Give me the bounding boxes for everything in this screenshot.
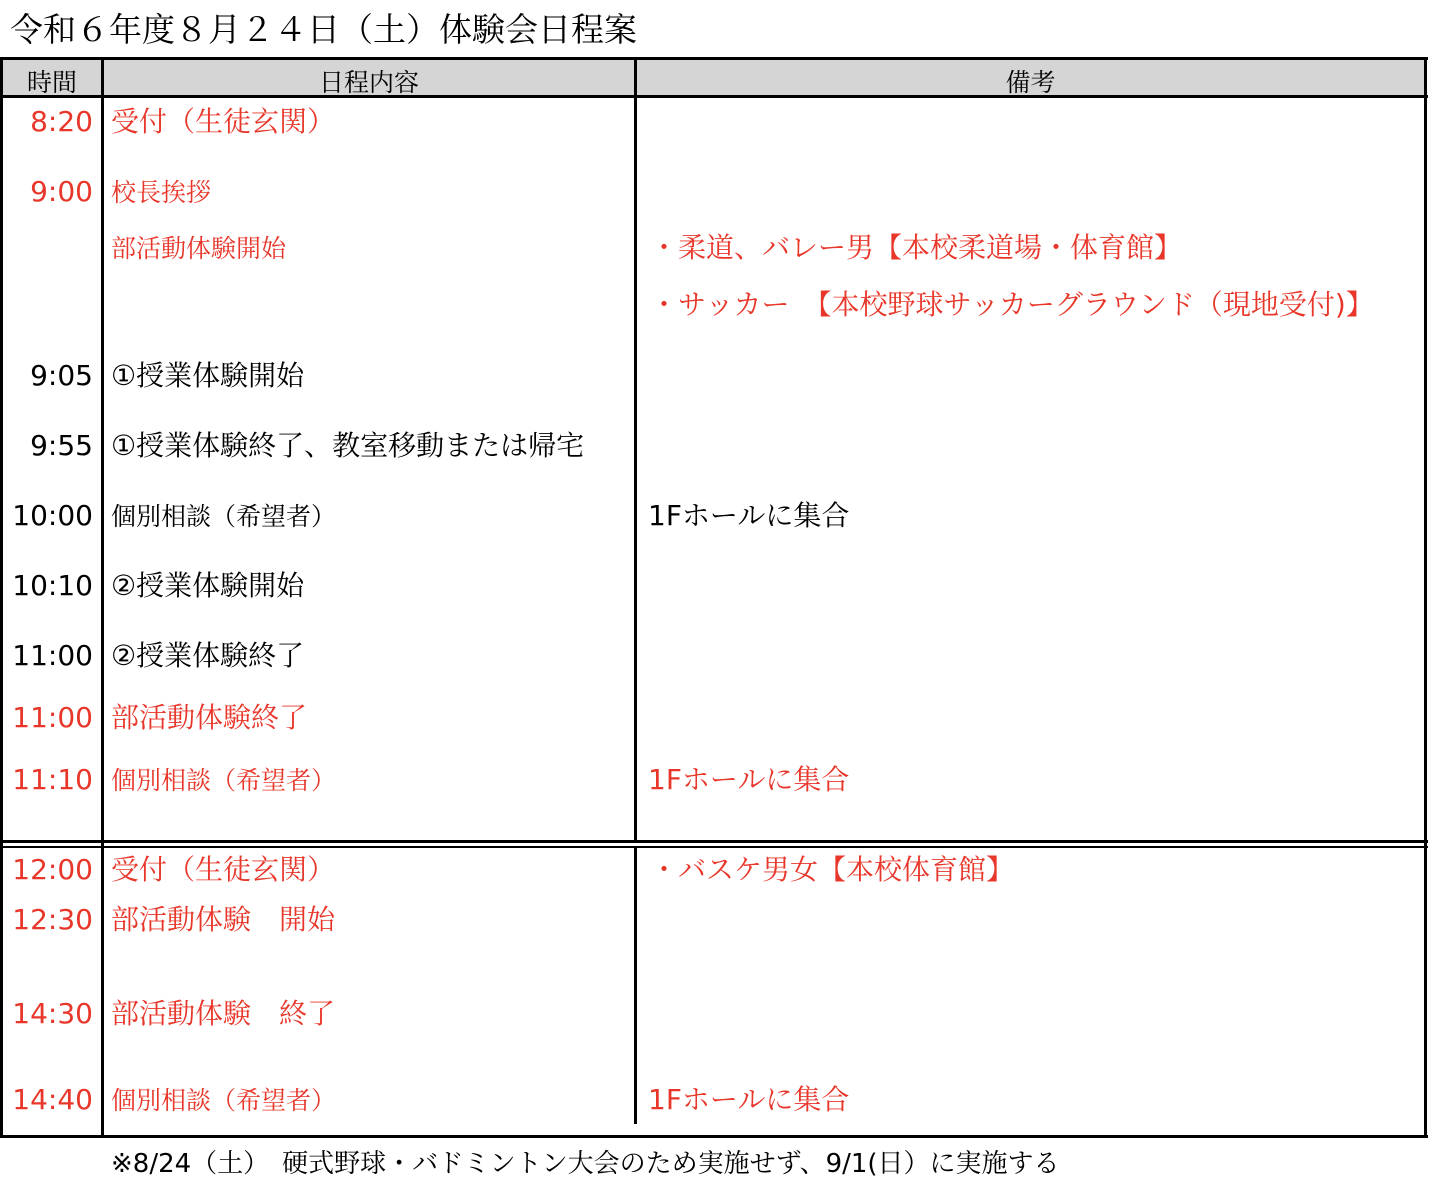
row-content: 校長挨拶 — [111, 178, 212, 207]
row-content: 部活動体験 終了 — [111, 997, 336, 1030]
border-bottom — [0, 1135, 1428, 1138]
row-note: ・サッカー 【本校野球サッカーグラウンド（現地受付)】 — [650, 288, 1374, 321]
row-content: 受付（生徒玄関） — [111, 853, 336, 886]
row-note: ・柔道、バレー男【本校柔道場・体育館】 — [650, 231, 1183, 264]
row-time: 11:00 — [12, 639, 93, 672]
row-note: 1Fホールに集合 — [648, 1083, 850, 1116]
row-content: ①授業体験開始 — [111, 359, 305, 392]
row-time: 12:00 — [12, 853, 93, 886]
row-time: 9:55 — [30, 429, 93, 462]
row-time: 10:10 — [12, 569, 93, 602]
row-content: 部活動体験開始 — [111, 234, 287, 263]
row-content: 受付（生徒玄関） — [111, 105, 336, 138]
row-time: 11:10 — [12, 763, 93, 796]
row-time: 8:20 — [30, 105, 93, 138]
header-time: 時間 — [26, 68, 77, 97]
row-time: 11:00 — [12, 701, 93, 734]
row-content: 部活動体験 開始 — [111, 903, 336, 936]
header-notes: 備考 — [1005, 68, 1056, 97]
row-note: 1Fホールに集合 — [648, 499, 850, 532]
row-time: 9:05 — [30, 359, 93, 392]
header-content: 日程内容 — [318, 68, 419, 97]
row-content: 個別相談（希望者） — [111, 1086, 337, 1115]
row-time: 10:00 — [12, 499, 93, 532]
row-time: 14:40 — [12, 1083, 93, 1116]
row-time: 9:00 — [30, 175, 93, 208]
row-note: 1Fホールに集合 — [648, 763, 850, 796]
page-title: 令和６年度８月２４日（土）体験会日程案 — [10, 10, 637, 49]
border-top — [0, 57, 1428, 60]
row-content: ②授業体験終了 — [111, 639, 305, 672]
divider-content-notes-2 — [634, 846, 637, 1124]
row-content: 部活動体験終了 — [111, 701, 308, 734]
divider-time-content — [101, 57, 104, 1138]
row-note: ・バスケ男女【本校体育館】 — [650, 853, 1015, 886]
border-section2-top — [0, 846, 1428, 848]
row-time: 12:30 — [12, 903, 93, 936]
row-content: 個別相談（希望者） — [111, 766, 337, 795]
row-content: ②授業体験開始 — [111, 569, 305, 602]
footnote: ※8/24（土） 硬式野球・バドミントン大会のため実施せず、9/1(日）に実施する — [111, 1149, 1060, 1179]
border-section1-bottom — [0, 840, 1428, 843]
row-content: ①授業体験終了、教室移動または帰宅 — [111, 429, 585, 462]
row-content: 個別相談（希望者） — [111, 502, 337, 531]
divider-content-notes-1 — [634, 57, 637, 843]
border-right — [1424, 57, 1427, 1138]
row-time: 14:30 — [12, 997, 93, 1030]
